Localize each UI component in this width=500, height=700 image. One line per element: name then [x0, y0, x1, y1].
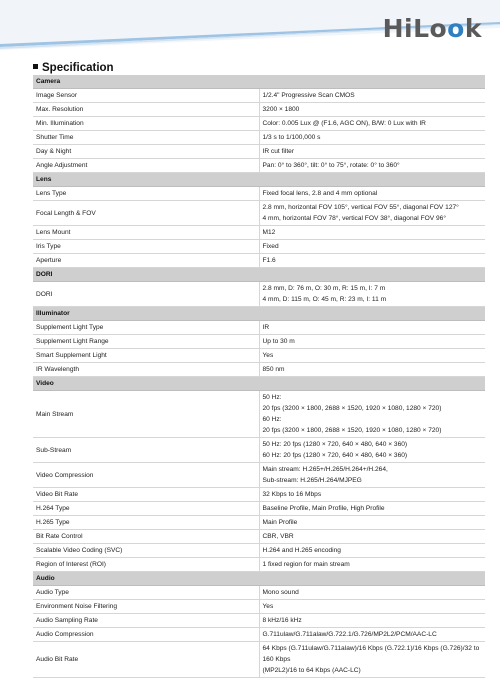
- spec-value: [259, 438, 485, 463]
- spec-row: [33, 335, 485, 349]
- spec-value-line: Yes: [262, 352, 274, 359]
- spec-value-line: F1.6: [262, 257, 276, 264]
- spec-label: Shutter Time: [33, 131, 259, 145]
- spec-value: [259, 226, 485, 240]
- spec-value-line: Main Profile: [262, 519, 298, 526]
- spec-value: [259, 558, 485, 572]
- spec-row: [33, 463, 485, 488]
- spec-value-line: IR: [262, 324, 270, 331]
- spec-row: [33, 586, 485, 600]
- spec-value-line: 4 mm, D: 115 m, O: 45 m, R: 23 m, I: 11 m: [262, 296, 387, 303]
- section-header: [33, 377, 485, 391]
- spec-value: [259, 391, 485, 438]
- spec-value-line: G.711ulaw/G.711alaw/G.722.1/G.726/MP2L2/PCM/AAC-LC: [262, 631, 437, 638]
- spec-value: [259, 187, 485, 201]
- spec-value: [259, 586, 485, 600]
- section-header: [33, 307, 485, 321]
- spec-value: [259, 642, 485, 678]
- spec-label: Lens Mount: [33, 226, 259, 240]
- spec-row: [33, 391, 485, 438]
- spec-label: Bit Rate Control: [33, 530, 259, 544]
- spec-value: [259, 349, 485, 363]
- spec-value: [259, 201, 485, 226]
- spec-value-line: 50 Hz:: [262, 394, 282, 401]
- spec-value: [259, 544, 485, 558]
- section-title: DORI: [33, 268, 485, 282]
- spec-row: [33, 240, 485, 254]
- spec-label: Angle Adjustment: [33, 159, 259, 173]
- spec-value-line: 60 Hz: 20 fps (1280 × 720, 640 × 480, 640 × 360): [262, 452, 408, 459]
- spec-row: [33, 614, 485, 628]
- spec-label: IR Wavelength: [33, 363, 259, 377]
- section-header: [33, 572, 485, 586]
- spec-label: Aperture: [33, 254, 259, 268]
- spec-table: [33, 75, 485, 678]
- spec-value: [259, 321, 485, 335]
- spec-row: [33, 282, 485, 307]
- spec-value: [259, 628, 485, 642]
- spec-row: [33, 488, 485, 502]
- section-title: Camera: [33, 75, 485, 89]
- spec-row: [33, 642, 485, 678]
- spec-value: [259, 488, 485, 502]
- spec-row: [33, 226, 485, 240]
- spec-value-line: 20 fps (3200 × 1800, 2688 × 1520, 1920 × 1080, 1280 × 720): [262, 427, 442, 434]
- spec-value-line: M12: [262, 229, 276, 236]
- spec-value-line: 1/3 s to 1/100,000 s: [262, 134, 321, 141]
- spec-value-line: Fixed: [262, 243, 279, 250]
- spec-value-line: 20 fps (3200 × 1800, 2688 × 1520, 1920 × 1080, 1280 × 720): [262, 405, 442, 412]
- spec-value: [259, 131, 485, 145]
- spec-value: [259, 254, 485, 268]
- spec-label: Audio Compression: [33, 628, 259, 642]
- spec-label: H.265 Type: [33, 516, 259, 530]
- spec-value: [259, 502, 485, 516]
- spec-value-line: Mono sound: [262, 589, 299, 596]
- spec-value: [259, 159, 485, 173]
- spec-value-line: Color: 0.005 Lux @ (F1.6, AGC ON), B/W: 0 Lux with IR: [262, 120, 426, 127]
- spec-row: [33, 103, 485, 117]
- spec-label: Smart Supplement Light: [33, 349, 259, 363]
- spec-value-line: 2.8 mm, horizontal FOV 105°, vertical FOV 55°, diagonal FOV 127°: [262, 204, 459, 211]
- spec-value-line: 2.8 mm, D: 76 m, O: 30 m, R: 15 m, I: 7 m: [262, 285, 386, 292]
- spec-label: Supplement Light Type: [33, 321, 259, 335]
- spec-label: H.264 Type: [33, 502, 259, 516]
- spec-row: [33, 349, 485, 363]
- spec-label: Lens Type: [33, 187, 259, 201]
- spec-label: Focal Length & FOV: [33, 201, 259, 226]
- spec-row: [33, 438, 485, 463]
- spec-label: Sub-Stream: [33, 438, 259, 463]
- spec-value: [259, 516, 485, 530]
- spec-row: [33, 159, 485, 173]
- spec-value: [259, 240, 485, 254]
- page-title: Specification: [33, 62, 114, 74]
- spec-label: Audio Type: [33, 586, 259, 600]
- section-title: Lens: [33, 173, 485, 187]
- spec-row: [33, 530, 485, 544]
- spec-row: [33, 544, 485, 558]
- spec-label: Min. Illumination: [33, 117, 259, 131]
- spec-row: [33, 117, 485, 131]
- spec-value-line: 60 Hz:: [262, 416, 282, 423]
- spec-value: [259, 530, 485, 544]
- spec-row: [33, 363, 485, 377]
- spec-label: Audio Bit Rate: [33, 642, 259, 678]
- spec-value: [259, 117, 485, 131]
- spec-label: Main Stream: [33, 391, 259, 438]
- section-header: [33, 75, 485, 89]
- section-header: [33, 268, 485, 282]
- spec-label: Image Sensor: [33, 89, 259, 103]
- spec-value-line: 1/2.4" Progressive Scan CMOS: [262, 92, 355, 99]
- spec-value-line: Pan: 0° to 360°, tilt: 0° to 75°, rotate: 0° to 360°: [262, 162, 400, 169]
- spec-label: Supplement Light Range: [33, 335, 259, 349]
- spec-label: DORI: [33, 282, 259, 307]
- spec-row: [33, 321, 485, 335]
- spec-label: Max. Resolution: [33, 103, 259, 117]
- section-title: Illuminator: [33, 307, 485, 321]
- spec-value-line: 4 mm, horizontal FOV 78°, vertical FOV 38°, diagonal FOV 96°: [262, 215, 446, 222]
- spec-row: [33, 131, 485, 145]
- spec-value-line: Yes: [262, 603, 274, 610]
- spec-value-line: 64 Kbps (G.711ulaw/G.711alaw)/16 Kbps (G.722.1)/16 Kbps (G.726)/32 to 160 Kbps: [262, 645, 480, 663]
- spec-value: [259, 614, 485, 628]
- spec-value: [259, 103, 485, 117]
- spec-row: [33, 558, 485, 572]
- spec-row: [33, 502, 485, 516]
- spec-row: [33, 254, 485, 268]
- square-bullet-icon: [33, 64, 38, 69]
- spec-label: Scalable Video Coding (SVC): [33, 544, 259, 558]
- spec-value-line: Up to 30 m: [262, 338, 295, 345]
- spec-label: Day & Night: [33, 145, 259, 159]
- spec-row: [33, 600, 485, 614]
- spec-value-line: 850 nm: [262, 366, 285, 373]
- spec-value-line: 50 Hz: 20 fps (1280 × 720, 640 × 480, 640 × 360): [262, 441, 408, 448]
- spec-value-line: (MP2L2)/16 to 64 Kbps (AAC-LC): [262, 667, 361, 674]
- spec-value-line: 32 Kbps to 16 Mbps: [262, 491, 322, 498]
- spec-row: [33, 89, 485, 103]
- spec-label: Video Bit Rate: [33, 488, 259, 502]
- section-header: [33, 173, 485, 187]
- spec-label: Environment Noise Filtering: [33, 600, 259, 614]
- spec-value-line: IR cut filter: [262, 148, 295, 155]
- spec-value: [259, 145, 485, 159]
- section-title: Audio: [33, 572, 485, 586]
- spec-value-line: CBR, VBR: [262, 533, 294, 540]
- spec-label: Video Compression: [33, 463, 259, 488]
- spec-value: [259, 89, 485, 103]
- spec-value-line: H.264 and H.265 encoding: [262, 547, 341, 554]
- spec-value-line: Fixed focal lens, 2.8 and 4 mm optional: [262, 190, 378, 197]
- spec-value-line: Main stream: H.265+/H.265/H.264+/H.264,: [262, 466, 388, 473]
- hilook-logo: HiLook: [382, 14, 482, 43]
- spec-row: [33, 516, 485, 530]
- spec-value-line: 1 fixed region for main stream: [262, 561, 350, 568]
- spec-row: [33, 201, 485, 226]
- spec-label: Audio Sampling Rate: [33, 614, 259, 628]
- spec-value: [259, 600, 485, 614]
- spec-row: [33, 628, 485, 642]
- spec-value: [259, 363, 485, 377]
- spec-value-line: Baseline Profile, Main Profile, High Profile: [262, 505, 385, 512]
- spec-row: [33, 145, 485, 159]
- spec-value: [259, 282, 485, 307]
- spec-label: Region of Interest (ROI): [33, 558, 259, 572]
- spec-value-line: 8 kHz/16 kHz: [262, 617, 302, 624]
- spec-value: [259, 335, 485, 349]
- spec-value-line: 3200 × 1800: [262, 106, 300, 113]
- spec-label: Iris Type: [33, 240, 259, 254]
- spec-value: [259, 463, 485, 488]
- spec-row: [33, 187, 485, 201]
- section-title: Video: [33, 377, 485, 391]
- spec-value-line: Sub-stream: H.265/H.264/MJPEG: [262, 477, 362, 484]
